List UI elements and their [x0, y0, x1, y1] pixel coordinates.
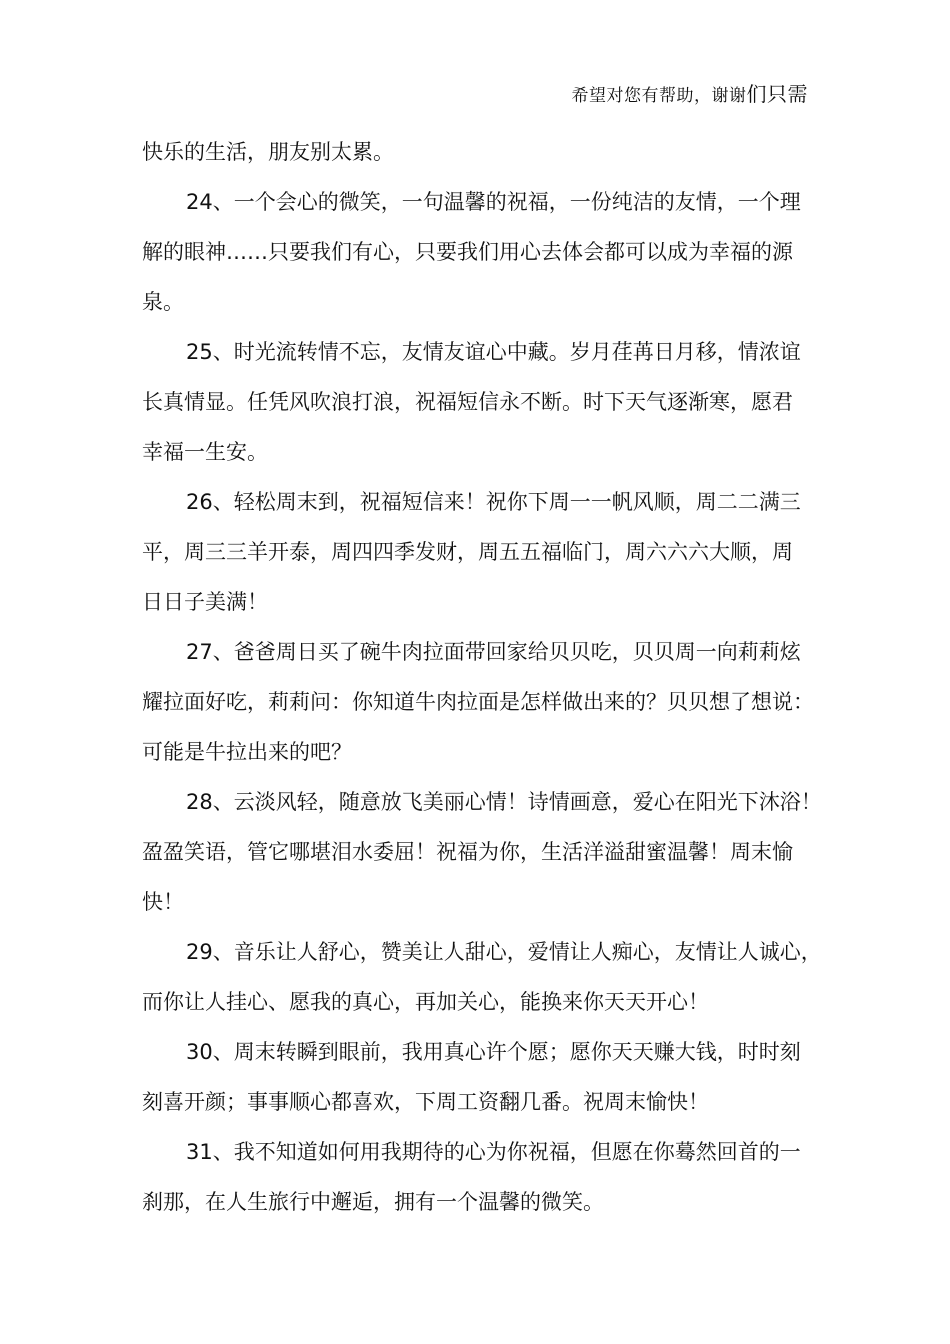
paragraph-line: 29、音乐让人舒心，赞美让人甜心，爱情让人痴心，友情让人诚心，: [186, 940, 822, 964]
paragraph-line: 31、我不知道如何用我期待的心为你祝福，但愿在你蓦然回首的一: [186, 1140, 801, 1164]
paragraph-line: 长真情显。任凭风吹浪打浪，祝福短信永不断。时下天气逐渐寒，愿君: [142, 390, 793, 414]
paragraph-line: 25、时光流转情不忘，友情友谊心中藏。岁月荏苒日月移，情浓谊: [186, 340, 801, 364]
header-text: 希望对您有帮助，谢谢: [571, 86, 747, 106]
paragraph-line: 快！: [142, 890, 184, 914]
paragraph-p24: [142, 177, 814, 327]
paragraph-line: 28、云淡风轻，随意放飞美丽心情！诗情画意，爱心在阳光下沐浴！: [186, 790, 822, 814]
paragraph-p23-tail: [142, 127, 814, 177]
paragraph-line: 30、周末转瞬到眼前，我用真心许个愿；愿你天天赚大钱，时时刻: [186, 1040, 801, 1064]
paragraph-p25: [142, 327, 814, 477]
paragraph-p26: [142, 477, 814, 627]
paragraph-line: 可能是牛拉出来的吧？: [142, 740, 352, 764]
paragraph-p29: [142, 927, 822, 1027]
paragraph-line: 27、爸爸周日买了碗牛肉拉面带回家给贝贝吃，贝贝周一向莉莉炫: [186, 640, 801, 664]
page-header: [572, 78, 809, 107]
paragraph-line: 日日子美满！: [142, 590, 268, 614]
paragraph-line: 24、一个会心的微笑，一句温馨的祝福，一份纯洁的友情，一个理: [186, 190, 801, 214]
paragraph-line: 26、轻松周末到，祝福短信来！祝你下周一一帆风顺，周二二满三: [186, 490, 801, 514]
document-body: [142, 127, 822, 1227]
header-tail: 们只需: [746, 82, 808, 106]
paragraph-line: 平，周三三羊开泰，周四四季发财，周五五福临门，周六六六大顺，周: [142, 540, 793, 564]
paragraph-p30: [142, 1027, 814, 1127]
paragraph-line: 泉。: [142, 290, 184, 314]
paragraph-line: 耀拉面好吃，莉莉问：你知道牛肉拉面是怎样做出来的？贝贝想了想说：: [142, 690, 814, 714]
paragraph-line: 而你让人挂心、愿我的真心，再加关心，能换来你天天开心！: [142, 990, 709, 1014]
paragraph-line: 快乐的生活，朋友别太累。: [142, 140, 394, 164]
paragraph-p31: [142, 1127, 814, 1227]
paragraph-line: 盈盈笑语，管它哪堪泪水委屈！祝福为你，生活洋溢甜蜜温馨！周末愉: [142, 840, 793, 864]
paragraph-p27: [142, 627, 814, 777]
paragraph-line: 幸福一生安。: [142, 440, 268, 464]
paragraph-p28: [142, 777, 822, 927]
paragraph-line: 刻喜开颜；事事顺心都喜欢，下周工资翻几番。祝周末愉快！: [142, 1090, 709, 1114]
paragraph-line: 刹那，在人生旅行中邂逅，拥有一个温馨的微笑。: [142, 1190, 604, 1214]
paragraph-line: 解的眼神……只要我们有心，只要我们用心去体会都可以成为幸福的源: [142, 240, 793, 264]
